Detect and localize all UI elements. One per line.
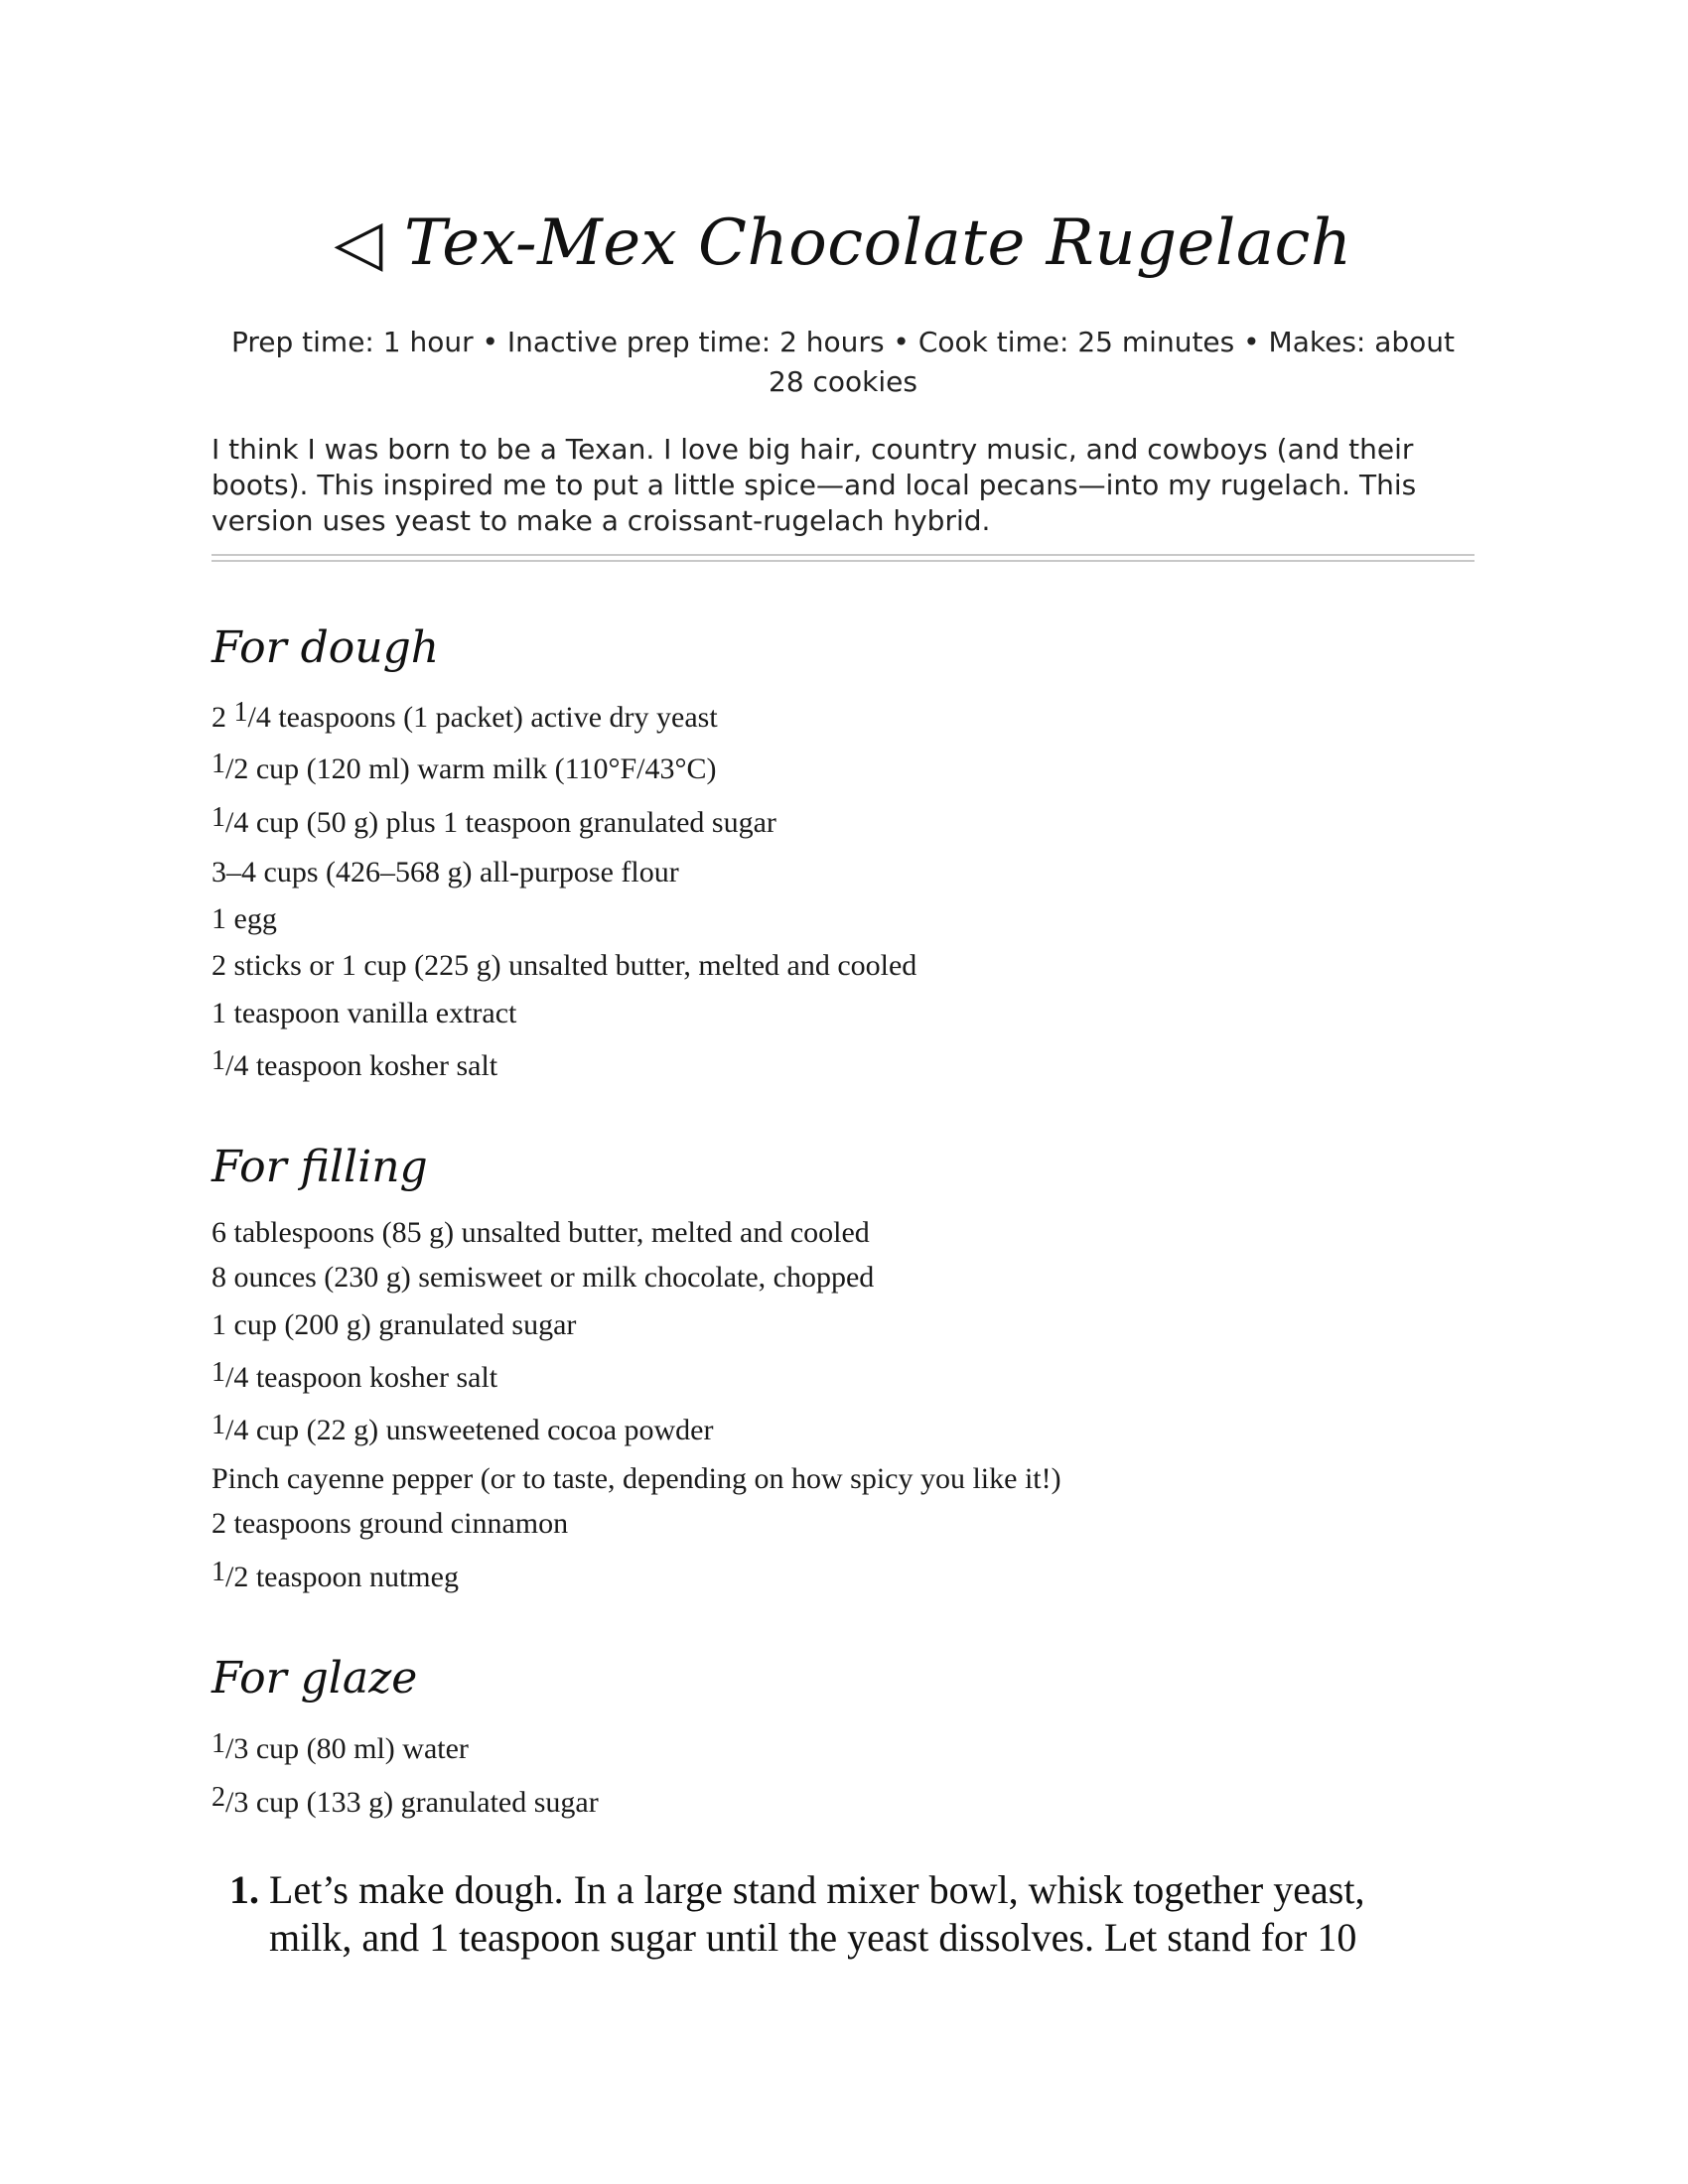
recipe-title: ◁ Tex-Mex Chocolate Rugelach bbox=[334, 206, 1352, 280]
ingredient-item: 8 ounces (230 g) semisweet or milk chocolate, chopped bbox=[211, 1261, 875, 1294]
ingredient-item: 1 teaspoon vanilla extract bbox=[211, 997, 517, 1029]
ingredient-item: $^1$/4 teaspoon kosher salt bbox=[211, 1045, 498, 1082]
ingredient-item: Pinch cayenne pepper (or to taste, depending on how spicy you like it!) bbox=[211, 1462, 1061, 1495]
ingredient-item: $^1$/4 teaspoon kosher salt bbox=[211, 1357, 498, 1394]
recipe-meta: Prep time: 1 hour • Inactive prep time: 2 hours • Cook time: 25 minutes • Makes: about 28 cookies bbox=[230, 326, 1456, 398]
ingredient-item: $^1$/4 cup (22 g) unsweetened cocoa powder bbox=[211, 1410, 714, 1446]
ingredient-item: 1 cup (200 g) granulated sugar bbox=[211, 1308, 577, 1341]
ingredient-item: 2 sticks or 1 cup (225 g) unsalted butter, melted and cooled bbox=[211, 949, 917, 982]
ingredient-item: 2 $^1$/4 teaspoons (1 packet) active dry yeast bbox=[211, 697, 718, 734]
ingredient-item: $^1$/2 cup (120 ml) warm milk (110°F/43°C) bbox=[211, 749, 717, 785]
ingredient-item: 3–4 cups (426–568 g) all-purpose flour bbox=[211, 856, 679, 888]
ingredient-item: 6 tablespoons (85 g) unsalted butter, melted and cooled bbox=[211, 1216, 870, 1249]
ingredient-item: $^1$/4 cup (50 g) plus 1 teaspoon granulated sugar bbox=[211, 802, 776, 839]
step-number: 1. bbox=[229, 1867, 259, 1912]
section-title-glaze: For glaze bbox=[211, 1653, 418, 1704]
ingredient-item: 1 egg bbox=[211, 902, 277, 935]
ingredient-item: 2 teaspoons ground cinnamon bbox=[211, 1507, 569, 1540]
ingredient-item: $^1$/3 cup (80 ml) water bbox=[211, 1728, 469, 1765]
section-title-filling: For filling bbox=[211, 1142, 428, 1192]
section-title-dough: For dough bbox=[211, 622, 440, 673]
recipe-intro: I think I was born to be a Texan. I love big hair, country music, and cowboys (and their boots). This inspired me to put a little spice—and local pecans—into my rugelach. This version uses yeast to make a croissant-rugelach hybrid. bbox=[211, 433, 1417, 537]
step-text: Let’s make dough. In a large stand mixer bowl, whisk together yeast, milk, and 1 teaspoon sugar until the yeast dissolves. Let stand for 10 bbox=[269, 1867, 1365, 1960]
ingredient-item: $^1$/2 teaspoon nutmeg bbox=[211, 1557, 459, 1593]
ingredient-item: $^2$/3 cup (133 g) granulated sugar bbox=[211, 1782, 599, 1819]
divider bbox=[211, 554, 1475, 562]
